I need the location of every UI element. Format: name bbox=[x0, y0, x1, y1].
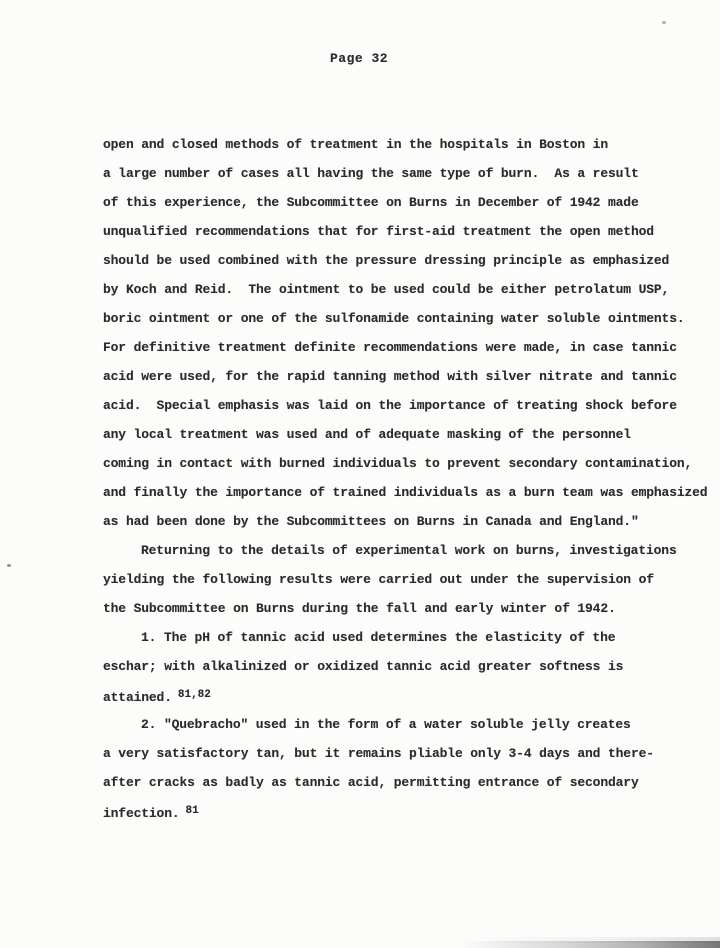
citation-superscript: 81 bbox=[185, 805, 199, 817]
text-line: of this experience, the Subcommittee on Burns in December of 1942 made bbox=[103, 195, 639, 210]
text-line: any local treatment was used and of adequate masking of the personnel bbox=[103, 427, 631, 442]
text-line-paragraph-start: Returning to the details of experimental work on burns, investigations bbox=[141, 543, 677, 558]
page-number: Page 32 bbox=[330, 51, 389, 66]
text-line: as had been done by the Subcommittees on Burns in Canada and England." bbox=[103, 514, 639, 529]
text-line: eschar; with alkalinized or oxidized tannic acid greater softness is bbox=[103, 659, 624, 674]
text-line-numbered-item: 1. The pH of tannic acid used determines the elasticity of the bbox=[141, 630, 616, 645]
text-line: after cracks as badly as tannic acid, permitting entrance of secondary bbox=[103, 775, 639, 790]
text-line: unqualified recommendations that for first-aid treatment the open method bbox=[103, 224, 654, 239]
scan-speck bbox=[7, 564, 11, 567]
text-line: open and closed methods of treatment in the hospitals in Boston in bbox=[103, 137, 608, 152]
text-line-with-citation bbox=[103, 687, 703, 716]
citation-superscript: 81,82 bbox=[177, 689, 211, 701]
text-line: yielding the following results were carried out under the supervision of bbox=[103, 572, 654, 587]
text-line: boric ointment or one of the sulfonamide containing water soluble ointments. bbox=[103, 311, 685, 326]
text-line-with-citation bbox=[103, 803, 703, 832]
scan-artifact-bar bbox=[460, 941, 720, 948]
text-line: acid. Special emphasis was laid on the importance of treating shock before bbox=[103, 398, 677, 413]
text-line: the Subcommittee on Burns during the fall and early winter of 1942. bbox=[103, 601, 616, 616]
text-line: acid were used, for the rapid tanning method with silver nitrate and tannic bbox=[103, 369, 677, 384]
text-line-body: attained. bbox=[103, 690, 172, 705]
text-line: should be used combined with the pressure dressing principle as emphasized bbox=[103, 253, 670, 268]
text-line: For definitive treatment definite recommendations were made, in case tannic bbox=[103, 340, 677, 355]
text-line: and finally the importance of trained individuals as a burn team was emphasized bbox=[103, 485, 708, 500]
scan-speck bbox=[662, 21, 666, 24]
text-line: a very satisfactory tan, but it remains pliable only 3-4 days and there- bbox=[103, 746, 654, 761]
text-line: coming in contact with burned individuals to prevent secondary contamination, bbox=[103, 456, 693, 471]
text-line: by Koch and Reid. The ointment to be used could be either petrolatum USP, bbox=[103, 282, 670, 297]
text-line: a large number of cases all having the same type of burn. As a result bbox=[103, 166, 639, 181]
document-body bbox=[103, 136, 708, 832]
text-line-body: infection. bbox=[103, 806, 180, 821]
text-line-numbered-item: 2. "Quebracho" used in the form of a water soluble jelly creates bbox=[141, 717, 631, 732]
